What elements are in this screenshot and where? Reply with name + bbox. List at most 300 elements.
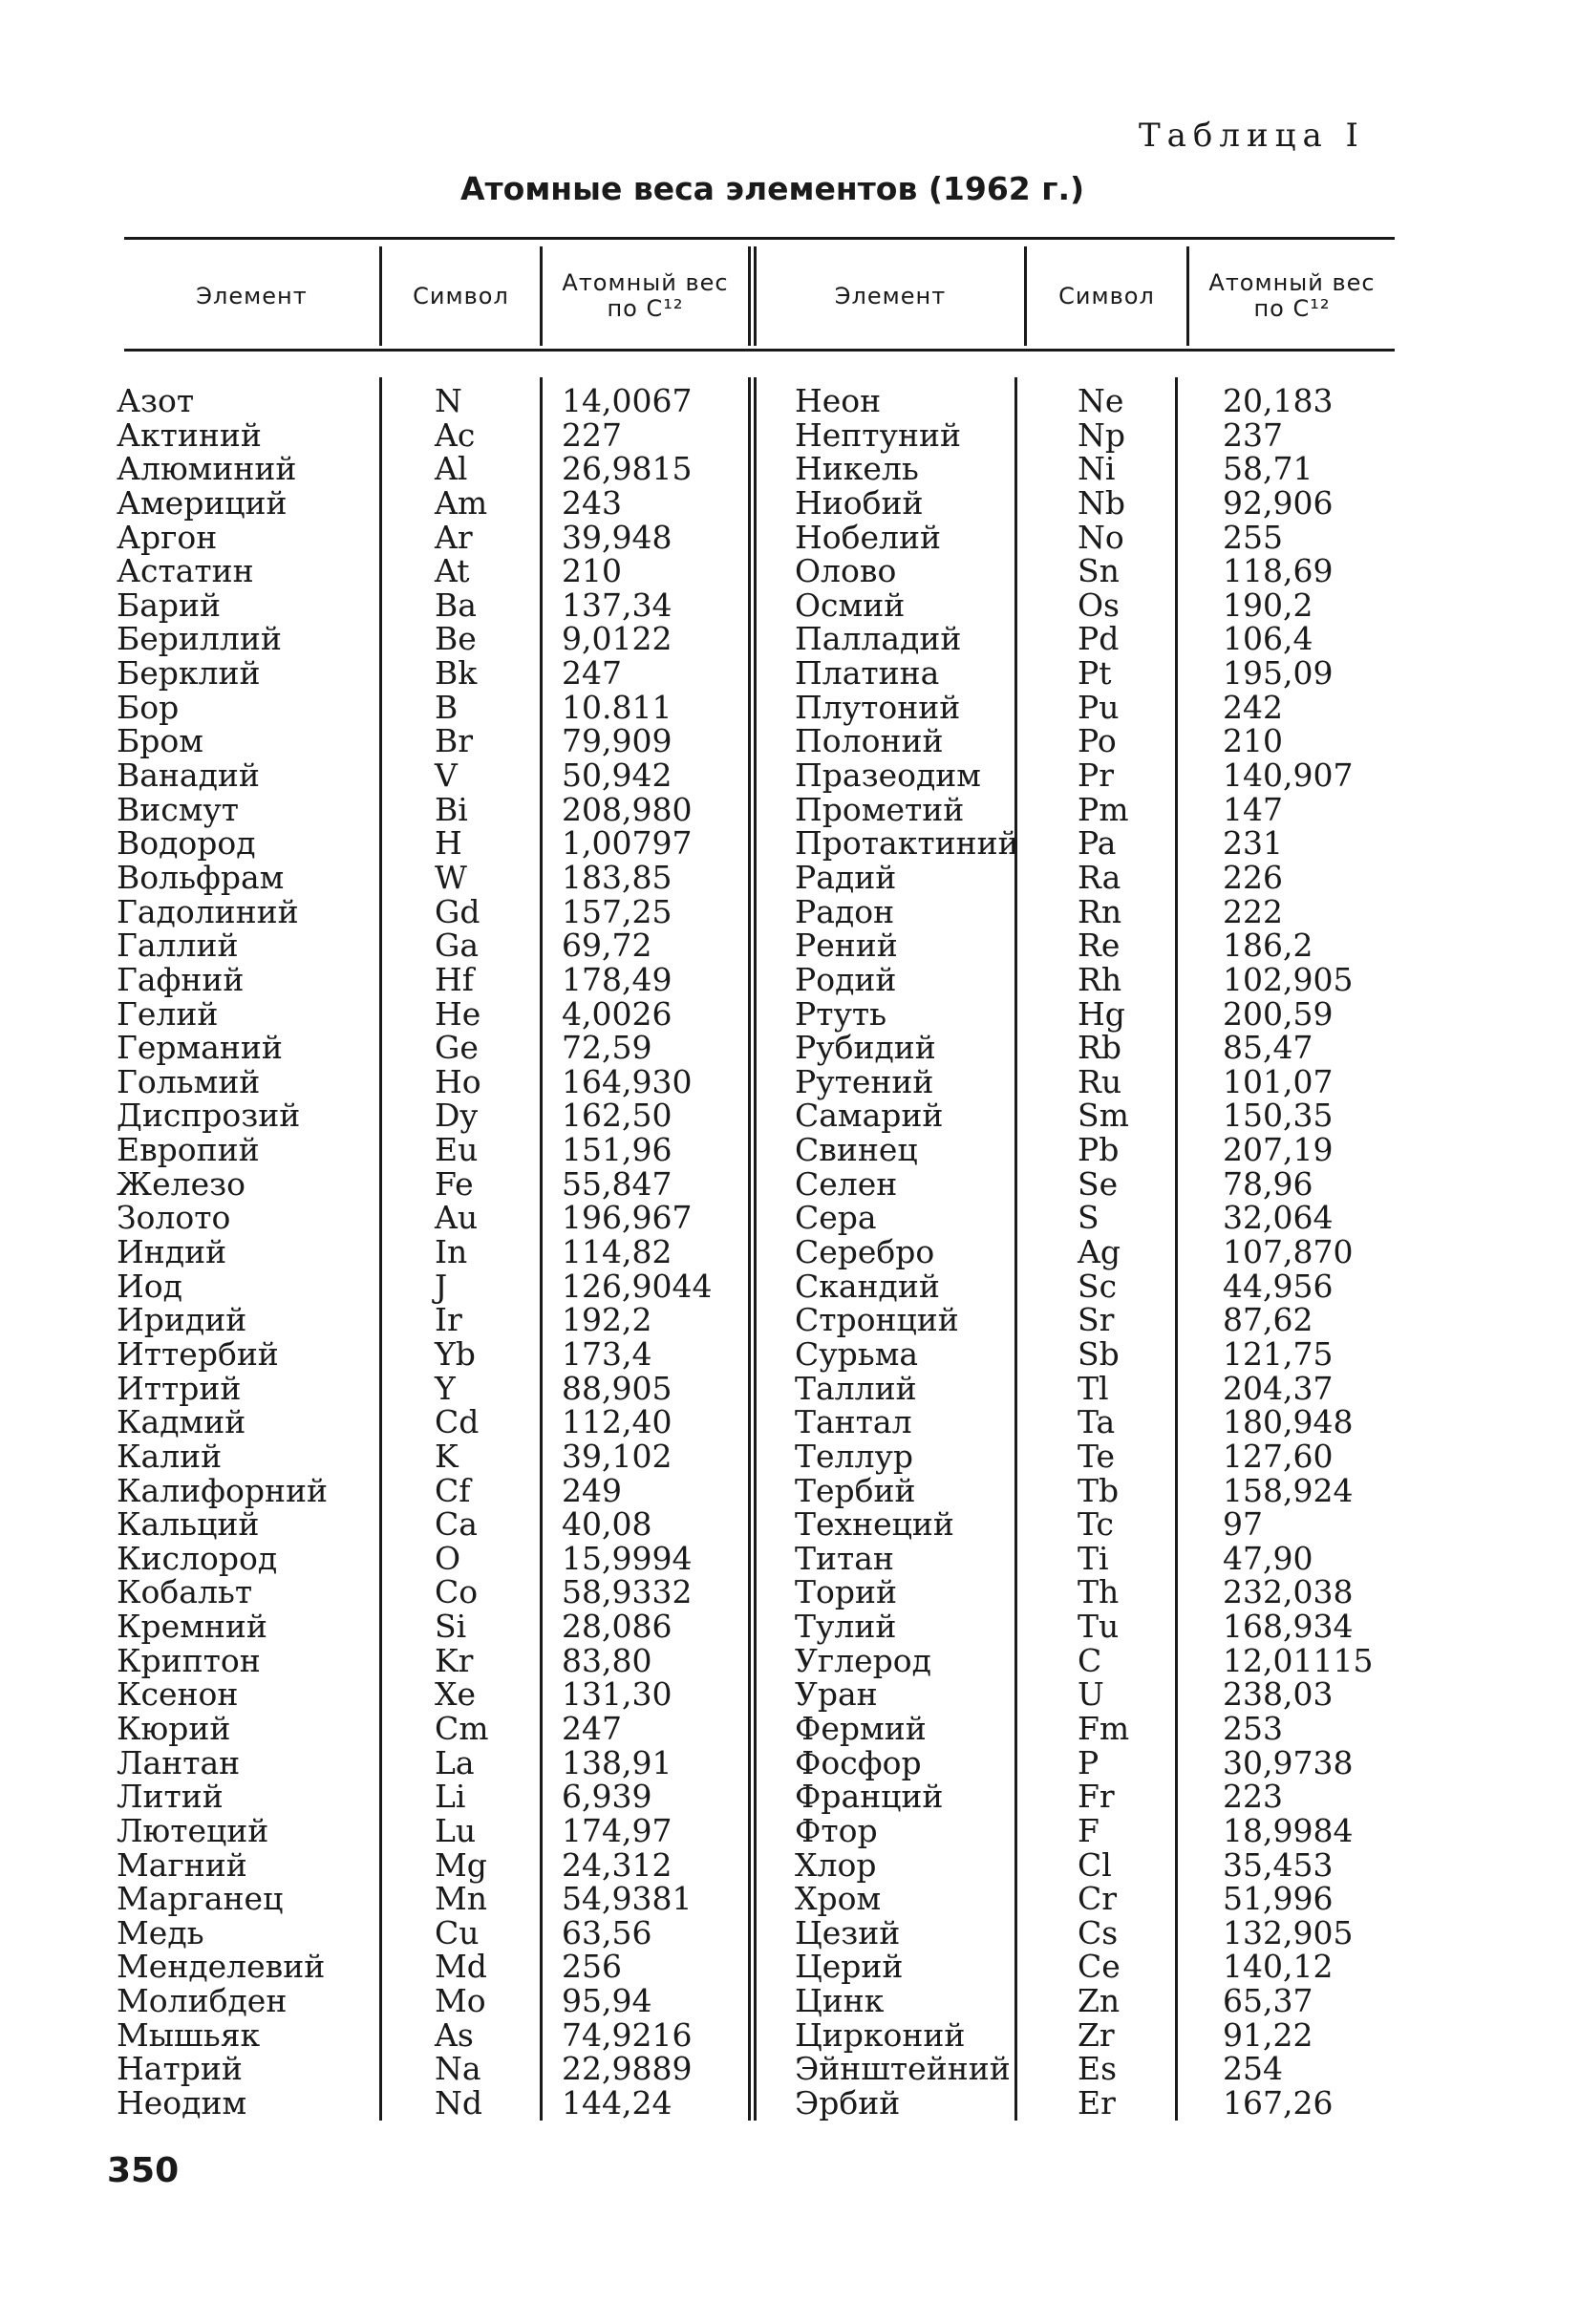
element-name-cell: Гелий [117, 994, 219, 1033]
atomic-weight-cell: 186,2 [1223, 927, 1313, 965]
atomic-weight-cell: 12,01115 [1223, 1641, 1374, 1679]
element-name-cell: Иттербий [117, 1334, 279, 1373]
element-symbol-cell: Ar [435, 518, 473, 556]
element-symbol-cell: Br [435, 722, 474, 760]
element-symbol-cell: Rh [1078, 960, 1122, 998]
element-symbol-cell: Er [1078, 2084, 1116, 2122]
atomic-weight-cell: 6,939 [562, 1778, 652, 1816]
right-element-column [795, 384, 1019, 2121]
element-name-cell: Ванадий [117, 757, 260, 795]
element-name-cell: Сурьма [795, 1334, 919, 1373]
element-name-cell: Литий [117, 1778, 224, 1816]
element-symbol-cell: Hg [1078, 994, 1125, 1033]
element-symbol-cell: Tl [1078, 1369, 1109, 1407]
atomic-weight-cell: 4,0026 [562, 994, 673, 1033]
element-name-cell: Франций [795, 1778, 944, 1816]
atomic-weight-cell: 210 [1223, 722, 1283, 760]
element-symbol-cell: Eu [435, 1131, 479, 1169]
atomic-weight-cell: 138,91 [562, 1743, 673, 1781]
element-name-cell: Сера [795, 1199, 877, 1237]
element-symbol-cell: Te [1078, 1437, 1115, 1475]
atomic-weight-cell: 102,905 [1223, 960, 1354, 998]
element-name-cell: Золото [117, 1199, 231, 1237]
atomic-weight-cell: 243 [562, 483, 622, 522]
atomic-weight-cell: 22,9889 [562, 2050, 693, 2088]
element-name-cell: Уран [795, 1675, 878, 1714]
atomic-weight-cell: 65,37 [1223, 1982, 1313, 2020]
atomic-weight-cell: 232,038 [1223, 1573, 1354, 1611]
element-name-cell: Плутоний [795, 688, 961, 726]
element-name-cell: Бром [117, 722, 203, 760]
element-name-cell: Полоний [795, 722, 944, 760]
element-symbol-cell: Ba [435, 586, 477, 624]
element-symbol-cell: Pm [1078, 790, 1129, 828]
element-name-cell: Самарий [795, 1097, 944, 1135]
atomic-weight-cell: 180,948 [1223, 1403, 1354, 1441]
element-symbol-cell: Pd [1078, 620, 1120, 658]
body-divider [748, 377, 751, 2121]
element-name-cell: Свинец [795, 1131, 918, 1169]
atomic-weight-cell: 114,82 [562, 1233, 673, 1271]
left-weight-column [562, 384, 712, 2121]
header-weight-line2: по C¹² [607, 295, 684, 322]
element-symbol-cell: Ni [1078, 450, 1116, 488]
left-element-column [117, 384, 328, 2121]
element-symbol-cell: Al [435, 450, 468, 488]
atomic-weight-cell: 147 [1223, 790, 1283, 828]
element-name-cell: Рубидий [795, 1029, 936, 1067]
element-symbol-cell: Kr [435, 1641, 474, 1679]
element-name-cell: Технеций [795, 1505, 954, 1544]
element-symbol-cell: Sm [1078, 1097, 1129, 1135]
element-name-cell: Магний [117, 1845, 247, 1884]
atomic-weight-cell: 92,906 [1223, 483, 1334, 522]
element-symbol-cell: Md [435, 1948, 487, 1986]
atomic-weight-cell: 9,0122 [562, 620, 673, 658]
element-name-cell: Торий [795, 1573, 897, 1611]
element-name-cell: Платина [795, 654, 940, 693]
atomic-weight-cell: 15,9994 [562, 1539, 693, 1577]
element-name-cell: Прометий [795, 790, 965, 828]
element-name-cell: Серебро [795, 1233, 935, 1271]
element-name-cell: Мышьяк [117, 2015, 261, 2054]
element-symbol-cell: No [1078, 518, 1124, 556]
header-weight-line1: Атомный вес [1208, 269, 1376, 296]
atomic-weight-cell: 158,924 [1223, 1471, 1354, 1509]
atomic-weight-cell: 231 [1223, 824, 1283, 863]
atomic-weight-cell: 183,85 [562, 858, 673, 896]
element-name-cell: Никель [795, 450, 919, 488]
element-symbol-cell: Mn [435, 1880, 488, 1918]
atomic-weight-cell: 44,956 [1223, 1267, 1334, 1305]
atomic-weight-cell: 167,26 [1223, 2084, 1334, 2122]
element-name-cell: Протактиний [795, 824, 1019, 863]
atomic-weight-cell: 253 [1223, 1709, 1283, 1747]
element-symbol-cell: Cs [1078, 1913, 1119, 1951]
element-name-cell: Нептуний [795, 416, 961, 454]
atomic-weight-cell: 47,90 [1223, 1539, 1313, 1577]
element-name-cell: Осмий [795, 586, 906, 624]
atomic-weight-cell: 207,19 [1223, 1131, 1334, 1169]
element-name-cell: Фермий [795, 1709, 927, 1747]
element-symbol-cell: Sc [1078, 1267, 1118, 1305]
element-name-cell: Водород [117, 824, 256, 863]
element-symbol-cell: Fe [435, 1164, 474, 1203]
element-symbol-cell: Mo [435, 1982, 486, 2020]
atomic-weight-cell: 106,4 [1223, 620, 1313, 658]
element-symbol-cell: Cr [1078, 1880, 1118, 1918]
element-symbol-cell: P [1078, 1743, 1100, 1781]
element-name-cell: Азот [117, 382, 195, 419]
page-number: 350 [107, 2151, 180, 2190]
element-name-cell: Калий [117, 1437, 223, 1475]
atomic-weight-cell: 131,30 [562, 1675, 673, 1714]
element-name-cell: Кюрий [117, 1709, 231, 1747]
atomic-weight-cell: 88,905 [562, 1369, 673, 1407]
atomic-weight-cell: 226 [1223, 858, 1283, 896]
atomic-weight-cell: 14,0067 [562, 382, 693, 419]
atomic-weight-cell: 1,00797 [562, 824, 693, 863]
element-name-cell: Фтор [795, 1811, 878, 1849]
element-name-cell: Скандий [795, 1267, 940, 1305]
header-element-right: Элемент [834, 282, 947, 309]
element-symbol-cell: Sn [1078, 552, 1120, 590]
atomic-weight-cell: 254 [1223, 2050, 1283, 2088]
element-name-cell: Кобальт [117, 1573, 253, 1611]
element-symbol-cell: Tu [1078, 1608, 1120, 1646]
element-name-cell: Теллур [795, 1437, 914, 1475]
element-symbol-cell: Ir [435, 1301, 462, 1339]
element-symbol-cell: H [435, 824, 462, 863]
atomic-weight-cell: 162,50 [562, 1097, 673, 1135]
element-name-cell: Ксенон [117, 1675, 239, 1714]
atomic-weight-cell: 204,37 [1223, 1369, 1334, 1407]
atomic-weight-cell: 196,967 [562, 1199, 693, 1237]
element-name-cell: Рутений [795, 1062, 934, 1100]
element-symbol-cell: Be [435, 620, 477, 658]
atomic-weight-cell: 107,870 [1223, 1233, 1354, 1271]
element-symbol-cell: La [435, 1743, 475, 1781]
element-name-cell: Галлий [117, 927, 239, 965]
element-name-cell: Тантал [795, 1403, 912, 1441]
element-name-cell: Хром [795, 1880, 882, 1918]
element-name-cell: Селен [795, 1164, 898, 1203]
atomic-weight-cell: 255 [1223, 518, 1283, 556]
element-symbol-cell: Cf [435, 1471, 471, 1509]
element-symbol-cell: In [435, 1233, 468, 1271]
atomic-weight-cell: 247 [562, 654, 622, 693]
element-symbol-cell: Nd [435, 2084, 482, 2122]
element-symbol-cell: Sr [1078, 1301, 1115, 1339]
atomic-weight-cell: 164,930 [562, 1062, 693, 1100]
element-name-cell: Диспрозий [117, 1097, 301, 1135]
atomic-weight-cell: 78,96 [1223, 1164, 1313, 1203]
element-name-cell: Неон [795, 382, 882, 419]
atomic-weight-cell: 83,80 [562, 1641, 652, 1679]
atomic-weight-cell: 140,907 [1223, 757, 1354, 795]
atomic-weight-cell: 168,934 [1223, 1608, 1354, 1646]
element-symbol-cell: Fr [1078, 1778, 1115, 1816]
element-symbol-cell: Na [435, 2050, 481, 2088]
body-divider [540, 377, 543, 2121]
atomic-weight-cell: 256 [562, 1948, 622, 1986]
element-symbol-cell: S [1078, 1199, 1100, 1237]
header-weight-line1: Атомный вес [562, 269, 729, 296]
element-name-cell: Кальций [117, 1505, 260, 1544]
atomic-weight-cell: 28,086 [562, 1608, 673, 1646]
element-name-cell: Стронций [795, 1301, 959, 1339]
element-name-cell: Вольфрам [117, 858, 285, 896]
atomic-weight-cell: 121,75 [1223, 1334, 1334, 1373]
element-symbol-cell: Pu [1078, 688, 1120, 726]
atomic-weight-cell: 50,942 [562, 757, 673, 795]
element-name-cell: Молибден [117, 1982, 288, 2020]
atomic-weight-cell: 195,09 [1223, 654, 1334, 693]
element-name-cell: Празеодим [795, 757, 981, 795]
element-name-cell: Аргон [117, 518, 218, 556]
atomic-weight-cell: 30,9738 [1223, 1743, 1354, 1781]
element-name-cell: Висмут [117, 790, 240, 828]
element-symbol-cell: Ru [1078, 1062, 1122, 1100]
atomic-weight-cell: 144,24 [562, 2084, 673, 2122]
atomic-weight-cell: 18,9984 [1223, 1811, 1354, 1849]
element-symbol-cell: Cm [435, 1709, 489, 1747]
element-name-cell: Нобелий [795, 518, 941, 556]
atomic-weight-cell: 91,22 [1223, 2015, 1313, 2054]
right-symbol-column [1078, 384, 1129, 2121]
element-symbol-cell: Ga [435, 927, 480, 965]
atomic-weight-cell: 210 [562, 552, 622, 590]
element-symbol-cell: Rn [1078, 892, 1122, 930]
element-name-cell: Эрбий [795, 2084, 901, 2122]
element-symbol-cell: Bk [435, 654, 478, 693]
element-symbol-cell: Sb [1078, 1334, 1120, 1373]
atomic-weight-cell: 72,59 [562, 1029, 652, 1067]
element-symbol-cell: Es [1078, 2050, 1118, 2088]
element-symbol-cell: Ce [1078, 1948, 1121, 1986]
element-name-cell: Родий [795, 960, 897, 998]
element-symbol-cell: Cd [435, 1403, 480, 1441]
element-symbol-cell: W [435, 858, 467, 896]
element-symbol-cell: Tc [1078, 1505, 1114, 1544]
element-symbol-cell: Ge [435, 1029, 479, 1067]
element-symbol-cell: Yb [435, 1334, 476, 1373]
atomic-weight-cell: 192,2 [562, 1301, 652, 1339]
atomic-weight-cell: 200,59 [1223, 994, 1334, 1033]
element-symbol-cell: Cu [435, 1913, 480, 1951]
element-name-cell: Железо [117, 1164, 246, 1203]
atomic-weight-cell: 238,03 [1223, 1675, 1334, 1714]
element-name-cell: Ниобий [795, 483, 924, 522]
element-name-cell: Берклий [117, 654, 261, 693]
element-symbol-cell: Mg [435, 1845, 487, 1884]
atomic-weight-cell: 39,948 [562, 518, 673, 556]
element-symbol-cell: Cl [1078, 1845, 1112, 1884]
element-symbol-cell: N [435, 382, 462, 419]
element-symbol-cell: At [435, 552, 470, 590]
atomic-weight-cell: 24,312 [562, 1845, 673, 1884]
atomic-weight-cell: 69,72 [562, 927, 652, 965]
element-symbol-cell: Hf [435, 960, 474, 998]
element-name-cell: Церий [795, 1948, 904, 1986]
element-symbol-cell: Fm [1078, 1709, 1130, 1747]
element-symbol-cell: Ra [1078, 858, 1121, 896]
element-symbol-cell: F [1078, 1811, 1100, 1849]
element-name-cell: Менделевий [117, 1948, 326, 1986]
element-name-cell: Америций [117, 483, 288, 522]
element-name-cell: Лютеций [117, 1811, 269, 1849]
header-symbol-left: Символ [413, 282, 509, 309]
atomic-weight-cell: 127,60 [1223, 1437, 1334, 1475]
atomic-weight-cell: 58,9332 [562, 1573, 693, 1611]
atomic-weight-cell: 150,35 [1223, 1097, 1334, 1135]
element-symbol-cell: Ac [435, 416, 476, 454]
element-symbol-cell: J [435, 1267, 448, 1305]
element-symbol-cell: Ca [435, 1505, 478, 1544]
element-name-cell: Лантан [117, 1743, 241, 1781]
element-name-cell: Кремний [117, 1608, 267, 1646]
atomic-weight-cell: 173,4 [562, 1334, 652, 1373]
atomic-weight-cell: 137,34 [562, 586, 673, 624]
element-symbol-cell: Li [435, 1778, 466, 1816]
element-name-cell: Углерод [795, 1641, 931, 1679]
element-symbol-cell: Ag [1078, 1233, 1121, 1271]
header-element-left: Элемент [196, 282, 308, 309]
atomic-weight-cell: 174,97 [562, 1811, 673, 1849]
element-name-cell: Гадолиний [117, 892, 299, 930]
atomic-weight-cell: 118,69 [1223, 552, 1334, 590]
header-weight-line2: по C¹² [1253, 295, 1331, 322]
element-name-cell: Марганец [117, 1880, 284, 1918]
atomic-weight-cell: 39,102 [562, 1437, 673, 1475]
element-name-cell: Гольмий [117, 1062, 261, 1100]
atomic-weight-cell: 95,94 [562, 1982, 652, 2020]
element-name-cell: Тербий [795, 1471, 916, 1509]
element-name-cell: Рений [795, 927, 898, 965]
element-name-cell: Криптон [117, 1641, 261, 1679]
element-symbol-cell: Nb [1078, 483, 1125, 522]
header-divider [748, 246, 751, 346]
element-symbol-cell: Pb [1078, 1131, 1120, 1169]
element-symbol-cell: Ne [1078, 382, 1124, 419]
atomic-weight-cell: 151,96 [562, 1131, 673, 1169]
element-name-cell: Иод [117, 1267, 182, 1305]
atomic-weight-cell: 85,47 [1223, 1029, 1313, 1067]
element-name-cell: Гафний [117, 960, 245, 998]
atomic-weight-cell: 132,905 [1223, 1913, 1354, 1951]
atomic-weight-cell: 101,07 [1223, 1062, 1334, 1100]
element-name-cell: Цинк [795, 1982, 885, 2020]
element-name-cell: Иттрий [117, 1369, 242, 1407]
element-name-cell: Цезий [795, 1913, 901, 1951]
atomic-weight-cell: 54,9381 [562, 1880, 693, 1918]
atomic-weight-cell: 10.811 [562, 688, 673, 726]
element-name-cell: Неодим [117, 2084, 247, 2122]
element-name-cell: Кислород [117, 1539, 278, 1577]
element-symbol-cell: Th [1078, 1573, 1120, 1611]
element-symbol-cell: Np [1078, 416, 1125, 454]
element-symbol-cell: Y [435, 1369, 456, 1407]
element-name-cell: Тулий [795, 1608, 897, 1646]
table-top-rule [124, 237, 1395, 240]
element-name-cell: Титан [795, 1539, 894, 1577]
atomic-weight-cell: 178,49 [562, 960, 673, 998]
element-symbol-cell: Pr [1078, 757, 1114, 795]
atomic-weight-cell: 74,9216 [562, 2015, 693, 2054]
element-symbol-cell: Au [435, 1199, 479, 1237]
left-symbol-column [435, 384, 489, 2121]
element-symbol-cell: V [435, 757, 458, 795]
atomic-weight-cell: 63,56 [562, 1913, 652, 1951]
element-symbol-cell: Xe [435, 1675, 477, 1714]
atomic-weight-cell: 58,71 [1223, 450, 1313, 488]
element-symbol-cell: B [435, 688, 459, 726]
element-symbol-cell: Se [1078, 1164, 1119, 1203]
element-name-cell: Эйнштейний [795, 2050, 1011, 2088]
atomic-weight-cell: 40,08 [562, 1505, 652, 1544]
element-name-cell: Бериллий [117, 620, 282, 658]
atomic-weight-cell: 208,980 [562, 790, 693, 828]
header-symbol-right: Символ [1058, 282, 1155, 309]
element-symbol-cell: Tb [1078, 1471, 1120, 1509]
atomic-weight-cell: 222 [1223, 892, 1283, 930]
element-name-cell: Кадмий [117, 1403, 246, 1441]
element-name-cell: Германий [117, 1029, 283, 1067]
body-divider [1175, 377, 1178, 2121]
header-bottom-rule [124, 349, 1395, 352]
atomic-weight-cell: 227 [562, 416, 622, 454]
element-symbol-cell: Os [1078, 586, 1120, 624]
atomic-weight-cell: 87,62 [1223, 1301, 1313, 1339]
right-weight-column [1223, 384, 1373, 2121]
element-name-cell: Бор [117, 688, 180, 726]
element-name-cell: Палладий [795, 620, 962, 658]
element-symbol-cell: C [1078, 1641, 1102, 1679]
element-name-cell: Актиний [117, 416, 262, 454]
atomic-weight-cell: 237 [1223, 416, 1283, 454]
table-label: Таблица I [1138, 117, 1365, 155]
element-symbol-cell: Bi [435, 790, 468, 828]
atomic-weight-cell: 32,064 [1223, 1199, 1334, 1237]
element-symbol-cell: U [1078, 1675, 1104, 1714]
element-symbol-cell: Am [435, 483, 488, 522]
header-weight-left [543, 248, 748, 344]
element-name-cell: Ртуть [795, 994, 887, 1033]
element-name-cell: Европий [117, 1131, 260, 1169]
element-symbol-cell: He [435, 994, 481, 1033]
atomic-weight-cell: 126,9044 [562, 1267, 713, 1305]
element-name-cell: Радон [795, 892, 895, 930]
body-divider [754, 377, 757, 2121]
atomic-weight-cell: 55,847 [562, 1164, 673, 1203]
element-name-cell: Алюминий [117, 450, 297, 488]
element-symbol-cell: Gd [435, 892, 480, 930]
atomic-weight-cell: 249 [562, 1471, 622, 1509]
element-name-cell: Олово [795, 552, 897, 590]
page-title: Атомные веса элементов (1962 г.) [460, 170, 1085, 207]
element-name-cell: Индий [117, 1233, 227, 1271]
atomic-weight-cell: 157,25 [562, 892, 673, 930]
atomic-weight-cell: 26,9815 [562, 450, 693, 488]
atomic-weight-cell: 140,12 [1223, 1948, 1334, 1986]
element-name-cell: Натрий [117, 2050, 243, 2088]
element-name-cell: Цирконий [795, 2015, 966, 2054]
atomic-weight-cell: 20,183 [1223, 382, 1334, 419]
element-name-cell: Таллий [795, 1369, 917, 1407]
element-name-cell: Медь [117, 1913, 204, 1951]
element-symbol-cell: Co [435, 1573, 479, 1611]
atomic-weight-cell: 223 [1223, 1778, 1283, 1816]
